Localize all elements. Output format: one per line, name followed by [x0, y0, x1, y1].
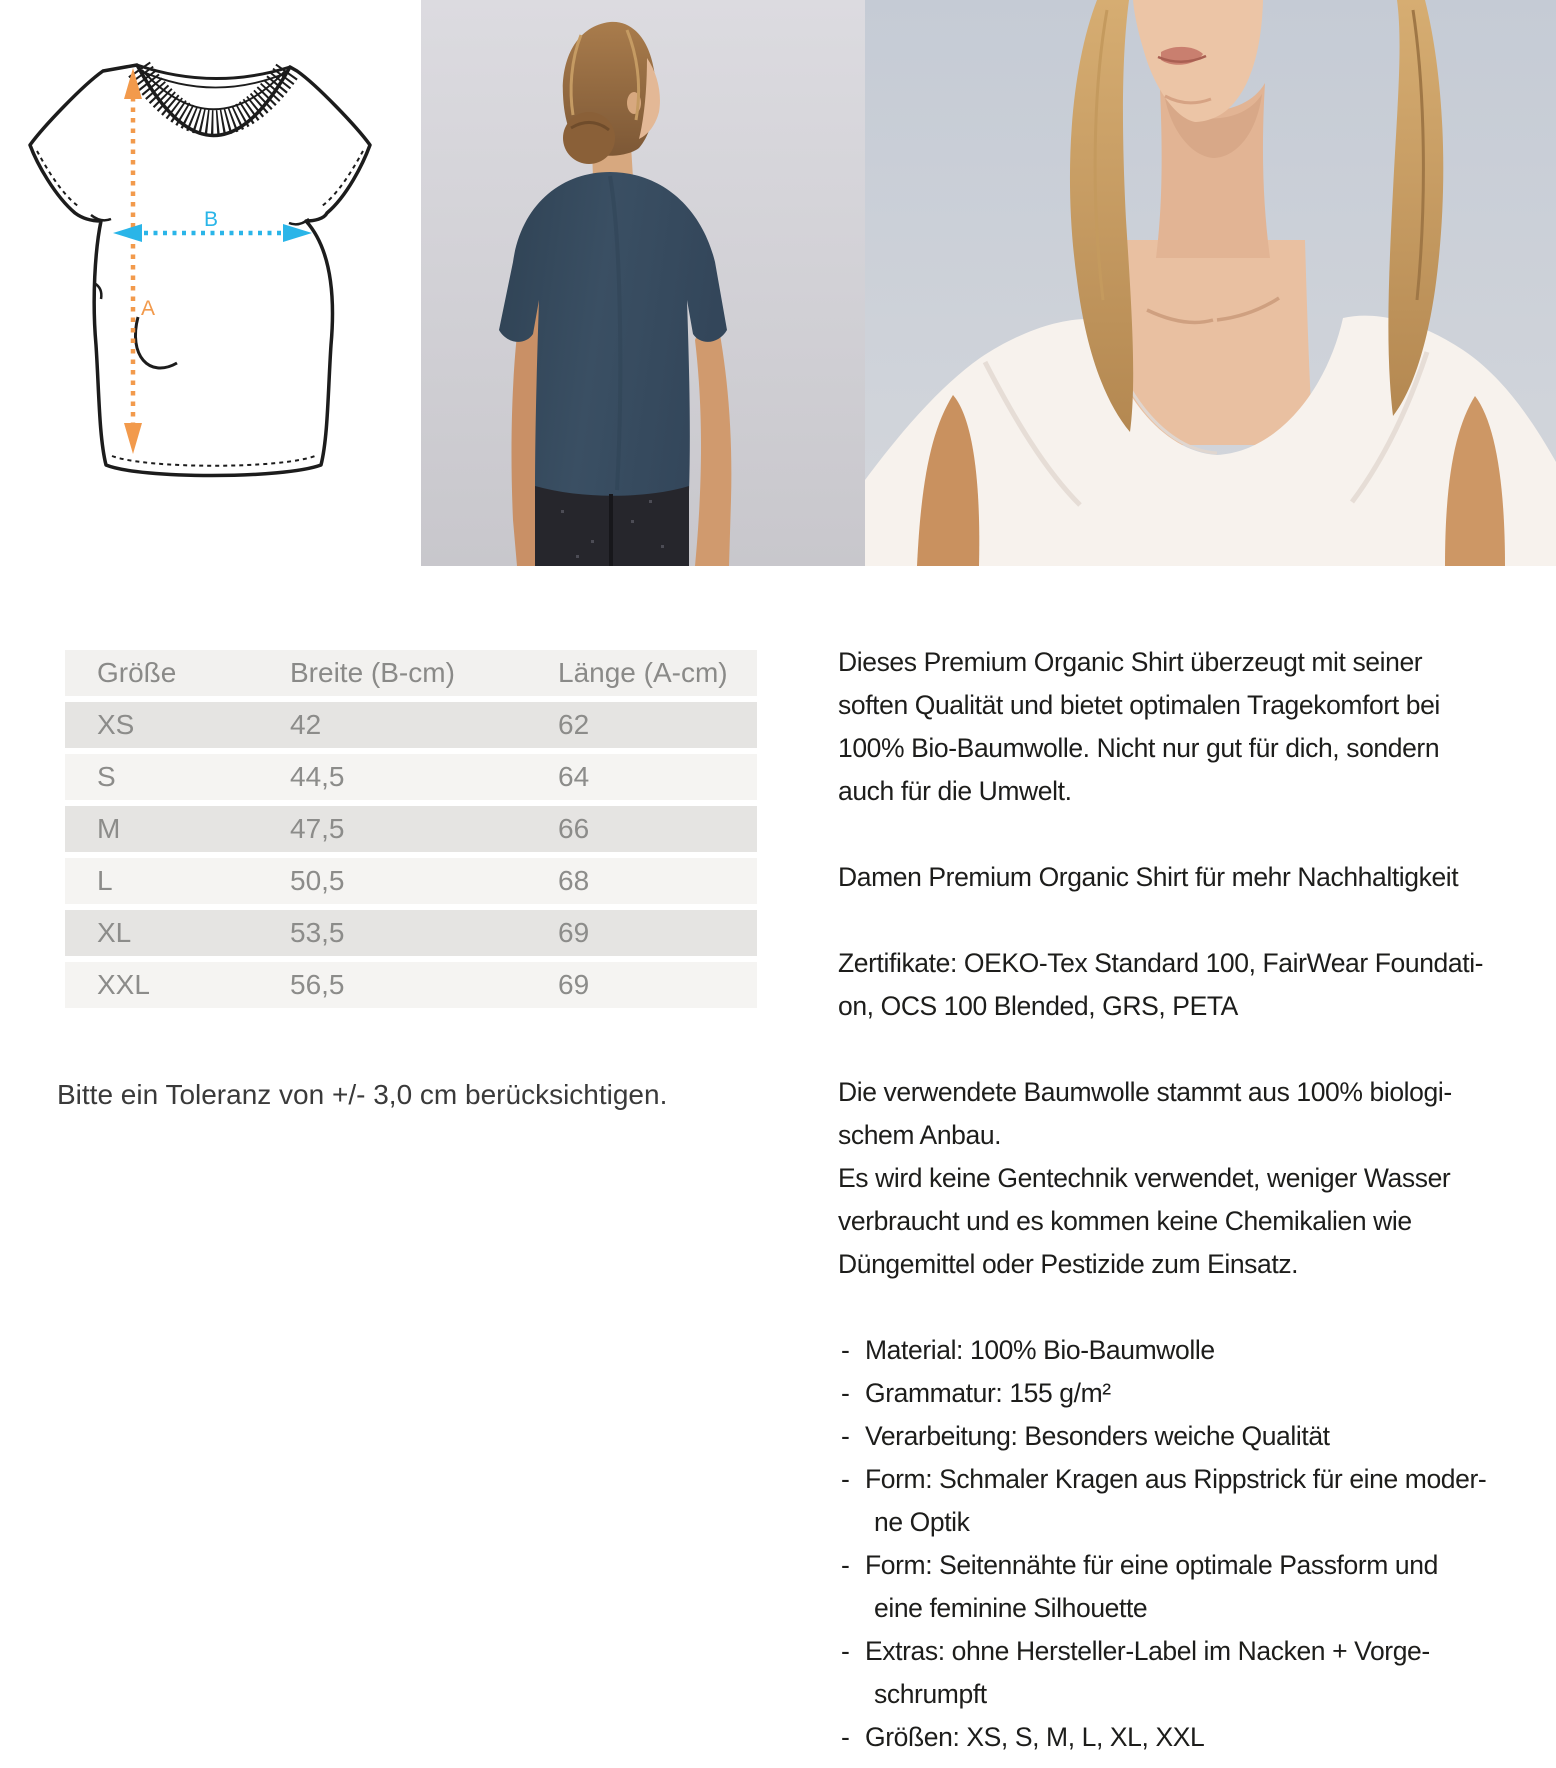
cell-laenge: 68	[558, 865, 590, 896]
cell-size: S	[97, 761, 116, 792]
bullet-marker: -	[841, 1335, 850, 1365]
list-item: - Größen: XS, S, M, L, XL, XXL	[838, 1716, 1553, 1759]
bullet-marker: -	[841, 1550, 850, 1580]
list-item: - Grammatur: 155 g/m²	[838, 1372, 1553, 1415]
table-row	[65, 910, 757, 956]
table-row	[65, 806, 757, 852]
hair-bun	[563, 112, 615, 164]
size-table	[65, 650, 757, 1014]
photo-front-view	[865, 0, 1556, 566]
cell-laenge: 69	[558, 917, 590, 948]
bullet-marker: -	[841, 1722, 850, 1752]
back-view-illustration	[421, 0, 865, 566]
photo-back-view	[421, 0, 865, 566]
list-item: - Form: Seitennähte für eine optimale Passform und eine feminine Silhouette	[838, 1544, 1553, 1630]
label-a: A	[141, 297, 156, 320]
description-paragraph: Die verwendete Baumwolle stammt aus 100% biologi- schem Anbau. Es wird keine Gentechnik verwendet, weniger Wasser verbraucht und es kommen keine Chemikalien wie Düngemittel oder Pestizide zum Einsatz.	[838, 1077, 1452, 1279]
bullet-marker: -	[841, 1421, 850, 1451]
table-row	[65, 962, 757, 1008]
cell-laenge: 64	[558, 761, 590, 792]
product-description	[838, 641, 1553, 1759]
size-diagram	[25, 55, 375, 485]
feature-list	[838, 1329, 1553, 1759]
table-row	[65, 702, 757, 748]
cell-laenge: 62	[558, 709, 590, 740]
cell-size: L	[97, 865, 113, 896]
list-item: - Verarbeitung: Besonders weiche Qualität	[838, 1415, 1553, 1458]
description-paragraph: Zertifikate: OEKO-Tex Standard 100, FairWear Foundati- on, OCS 100 Blended, GRS, PETA	[838, 948, 1484, 1021]
tolerance-note: Bitte ein Toleranz von +/- 3,0 cm berücksichtigen.	[57, 1079, 668, 1110]
column-header-laenge: Länge (A-cm)	[558, 657, 728, 688]
column-header-groesse: Größe	[97, 657, 177, 688]
label-b: B	[204, 208, 219, 231]
list-item: - Extras: ohne Hersteller-Label im Nacken + Vorge- schrumpft	[838, 1630, 1553, 1716]
description-paragraph: Damen Premium Organic Shirt für mehr Nachhaltigkeit	[838, 862, 1459, 892]
cell-breite: 47,5	[290, 813, 345, 844]
cell-size: XL	[97, 917, 132, 948]
size-table-header-row	[65, 650, 757, 696]
cell-breite: 50,5	[290, 865, 345, 896]
description-paragraph: Dieses Premium Organic Shirt überzeugt mit seiner soften Qualität und bietet optimalen Tragekomfort bei 100% Bio-Baumwolle. Nicht nur gut für dich, sondern auch für die Umwelt.	[838, 647, 1440, 806]
cell-breite: 53,5	[290, 917, 345, 948]
column-header-breite: Breite (B-cm)	[290, 657, 455, 688]
cell-breite: 44,5	[290, 761, 345, 792]
bullet-marker: -	[841, 1464, 850, 1494]
list-item: - Form: Schmaler Kragen aus Rippstrick für eine moder- ne Optik	[838, 1458, 1553, 1544]
cell-size: XXL	[97, 969, 150, 1000]
cell-breite: 56,5	[290, 969, 345, 1000]
cell-size: M	[97, 813, 121, 844]
size-diagram-area	[0, 0, 421, 566]
cell-laenge: 69	[558, 969, 590, 1000]
table-row	[65, 754, 757, 800]
bullet-marker: -	[841, 1378, 850, 1408]
table-row	[65, 858, 757, 904]
cell-breite: 42	[290, 709, 322, 740]
bullet-marker: -	[841, 1636, 850, 1666]
cell-size: XS	[97, 709, 135, 740]
cell-laenge: 66	[558, 813, 590, 844]
list-item: - Material: 100% Bio-Baumwolle	[838, 1329, 1553, 1372]
front-view-illustration	[865, 0, 1556, 566]
